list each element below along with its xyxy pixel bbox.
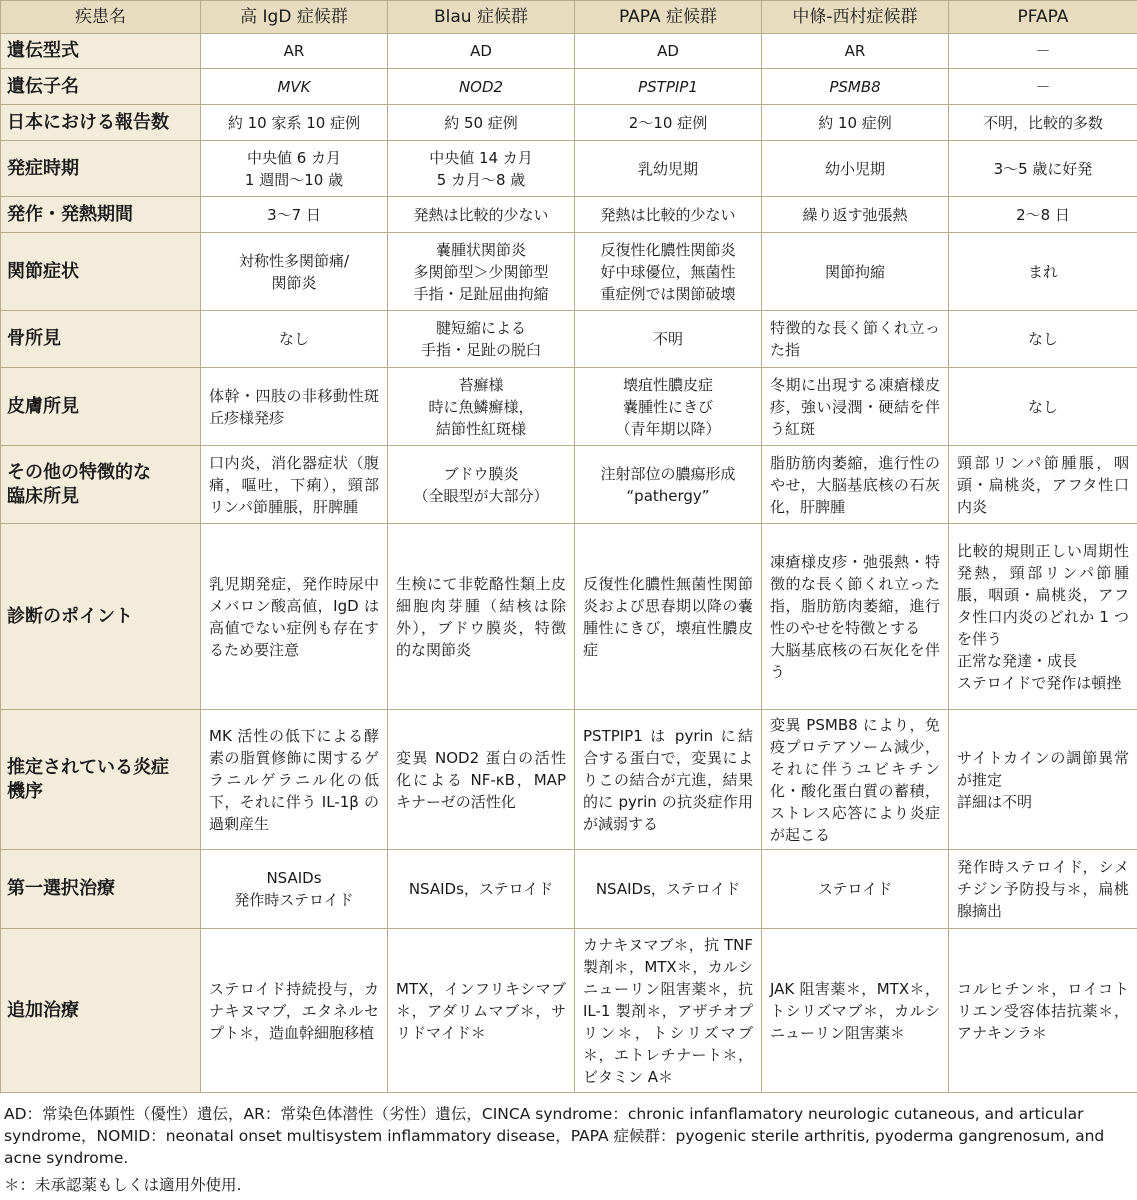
table-cell: 反復性化膿性無菌性関節炎および思春期以降の嚢腫性にきび，壊疽性膿皮症 <box>575 524 762 710</box>
table-cell: 腱短縮による 手指・足趾の脱臼 <box>388 311 575 368</box>
table-row <box>1 141 1137 197</box>
table-row <box>1 105 1137 141</box>
table-cell: 頸部リンパ節腫脹，咽頭・扁桃炎，アフタ性口内炎 <box>949 446 1137 524</box>
table-cell: 乳児期発症，発作時尿中メバロン酸高値，IgD は高値でない症例も存在するため要注意 <box>201 524 388 710</box>
row-label: 骨所見 <box>1 311 201 368</box>
table-cell: 変異 PSMB8 により，免疫プロテアソーム減少，それに伴うユビキチン化・酸化蛋白質の蓄積，ストレス応答により炎症が起こる <box>762 710 949 850</box>
row-label: 追加治療 <box>1 929 201 1093</box>
table-cell: 2～10 症例 <box>575 105 762 141</box>
table-cell: PSMB8 <box>762 69 949 105</box>
table-row <box>1 524 1137 710</box>
row-label: 遺伝型式 <box>1 34 201 69</box>
row-label: 診断のポイント <box>1 524 201 710</box>
table-cell: カナキヌマブ＊，抗 TNF 製剤＊，MTX＊，カルシニューリン阻害薬＊，抗 IL-1 製剤＊，アザチオプリン＊，トシリズマブ＊，エトレチナート＊，ビタミン A＊ <box>575 929 762 1093</box>
header-pfapa: PFAPA <box>949 1 1137 34</box>
table-cell: 発作時ステロイド，シメチジン予防投与＊，扁桃腺摘出 <box>949 850 1137 929</box>
table-cell: PSTPIP1 <box>575 69 762 105</box>
table-cell: 約 10 症例 <box>762 105 949 141</box>
table-row <box>1 929 1137 1093</box>
table-cell: 脂肪筋肉萎縮，進行性のやせ，大脳基底核の石灰化，肝脾腫 <box>762 446 949 524</box>
table-cell: 発熱は比較的少ない <box>388 197 575 233</box>
table-cell: MTX，インフリキシマブ＊，アダリムマブ＊，サリドマイド＊ <box>388 929 575 1093</box>
table-header-row <box>1 1 1137 34</box>
table-cell: AD <box>388 34 575 69</box>
table-cell: 凍瘡様皮疹・弛張熱・特徴的な長く節くれ立った指，脂肪筋肉萎縮，進行性のやせを特徴とする 大脳基底核の石灰化を伴う <box>762 524 949 710</box>
table-cell: 中央値 6 カ月 1 週間～10 歳 <box>201 141 388 197</box>
table-cell: 口内炎，消化器症状（腹痛，嘔吐，下痢），頸部リンパ節腫脹，肝脾腫 <box>201 446 388 524</box>
table-cell: 反復性化膿性関節炎 好中球優位，無菌性 重症例では関節破壊 <box>575 233 762 311</box>
table-cell: なし <box>201 311 388 368</box>
table-cell: 不明，比較的多数 <box>949 105 1137 141</box>
table-cell: PSTPIP1 は pyrin に結合する蛋白で，変異によりこの結合が亢進，結果的に pyrin の抗炎症作用が減弱する <box>575 710 762 850</box>
header-hids: 高 IgD 症候群 <box>201 1 388 34</box>
table-cell: NSAIDs 発作時ステロイド <box>201 850 388 929</box>
table-cell: 特徴的な長く節くれ立った指 <box>762 311 949 368</box>
table-row <box>1 197 1137 233</box>
row-label: その他の特徴的な 臨床所見 <box>1 446 201 524</box>
table-cell: 嚢腫状関節炎 多関節型＞少関節型 手指・足趾屈曲拘縮 <box>388 233 575 311</box>
table-cell: 生検にて非乾酪性類上皮細胞肉芽腫（結核は除外），ブドウ膜炎，特徴的な関節炎 <box>388 524 575 710</box>
table-cell: 変異 NOD2 蛋白の活性化による NF-κB，MAP キナーゼの活性化 <box>388 710 575 850</box>
table-cell: 繰り返す弛張熱 <box>762 197 949 233</box>
header-nakajo-nishimura: 中條-西村症候群 <box>762 1 949 34</box>
table-cell: AD <box>575 34 762 69</box>
footnote-abbreviations: AD：常染色体顕性（優性）遺伝，AR：常染色体潜性（劣性）遺伝，CINCA syndrome：chronic infanflamatory neurologic cutaneous, and articular syndrome，NOMID：neonatal onset multisystem inflammatory disease，PAPA 症候群：pyogenic sterile arthritis, pyoderma gangrenosum, and acne syndrome. <box>4 1105 1105 1167</box>
row-label: 日本における報告数 <box>1 105 201 141</box>
table-cell: － <box>949 34 1137 69</box>
row-label: 発作・発熱期間 <box>1 197 201 233</box>
row-label: 発症時期 <box>1 141 201 197</box>
table-row <box>1 311 1137 368</box>
table-cell: なし <box>949 368 1137 446</box>
table-cell: まれ <box>949 233 1137 311</box>
table-cell: 幼小児期 <box>762 141 949 197</box>
row-label: 第一選択治療 <box>1 850 201 929</box>
table-row <box>1 368 1137 446</box>
table-cell: NSAIDs，ステロイド <box>388 850 575 929</box>
table-cell: 苔癬様 時に魚鱗癬様， 結節性紅斑様 <box>388 368 575 446</box>
table-cell: 3～5 歳に好発 <box>949 141 1137 197</box>
table-cell: 体幹・四肢の非移動性斑丘疹様発疹 <box>201 368 388 446</box>
table-cell: 不明 <box>575 311 762 368</box>
table-cell: NOD2 <box>388 69 575 105</box>
table-row <box>1 69 1137 105</box>
table-cell: 比較的規則正しい周期性発熱，頸部リンパ節腫脹，咽頭・扁桃炎，アフタ性口内炎のどれか 1 つを伴う 正常な発達・成長 ステロイドで発作は頓挫 <box>949 524 1137 710</box>
table-row <box>1 233 1137 311</box>
table-cell: AR <box>762 34 949 69</box>
table-row <box>1 850 1137 929</box>
table-cell: 約 50 症例 <box>388 105 575 141</box>
table-cell: 3～7 日 <box>201 197 388 233</box>
table-cell: ステロイド持続投与，カナキヌマブ，エタネルセプト＊，造血幹細胞移植 <box>201 929 388 1093</box>
table-cell: － <box>949 69 1137 105</box>
table-row <box>1 34 1137 69</box>
table-cell: MK 活性の低下による酵素の脂質修飾に関するゲラニルゲラニル化の低下，それに伴う IL-1β の過剰産生 <box>201 710 388 850</box>
table-cell: JAK 阻害薬＊，MTX＊，トシリズマブ＊，カルシニューリン阻害薬＊ <box>762 929 949 1093</box>
table-row <box>1 446 1137 524</box>
table-cell: 対称性多関節痛/ 関節炎 <box>201 233 388 311</box>
table-cell: 関節拘縮 <box>762 233 949 311</box>
table-cell: サイトカインの調節異常が推定 詳細は不明 <box>949 710 1137 850</box>
header-disease-name: 疾患名 <box>1 1 201 34</box>
row-label: 遺伝子名 <box>1 69 201 105</box>
table-row <box>1 710 1137 850</box>
table-cell: AR <box>201 34 388 69</box>
row-label: 推定されている炎症 機序 <box>1 710 201 850</box>
table-cell: 発熱は比較的少ない <box>575 197 762 233</box>
row-label: 関節症状 <box>1 233 201 311</box>
table-cell: NSAIDs，ステロイド <box>575 850 762 929</box>
table-cell: 中央値 14 カ月 5 カ月～8 歳 <box>388 141 575 197</box>
table-cell: 2～8 日 <box>949 197 1137 233</box>
row-label: 皮膚所見 <box>1 368 201 446</box>
table-cell: なし <box>949 311 1137 368</box>
table-cell: 注射部位の膿瘍形成 “pathergy” <box>575 446 762 524</box>
footnote-unapproved: ＊：未承認薬もしくは適用外使用. <box>4 1176 242 1194</box>
header-blau: Blau 症候群 <box>388 1 575 34</box>
table-cell: ブドウ膜炎 （全眼型が大部分） <box>388 446 575 524</box>
table-cell: 冬期に出現する凍瘡様皮疹，強い浸潤・硬結を伴う紅斑 <box>762 368 949 446</box>
table-cell: 壊疽性膿皮症 嚢腫性にきび （青年期以降） <box>575 368 762 446</box>
table-cell: 乳幼児期 <box>575 141 762 197</box>
table-cell: コルヒチン＊，ロイコトリエン受容体拮抗薬＊，アナキンラ＊ <box>949 929 1137 1093</box>
header-papa: PAPA 症候群 <box>575 1 762 34</box>
table-cell: MVK <box>201 69 388 105</box>
table-cell: 約 10 家系 10 症例 <box>201 105 388 141</box>
table-cell: ステロイド <box>762 850 949 929</box>
